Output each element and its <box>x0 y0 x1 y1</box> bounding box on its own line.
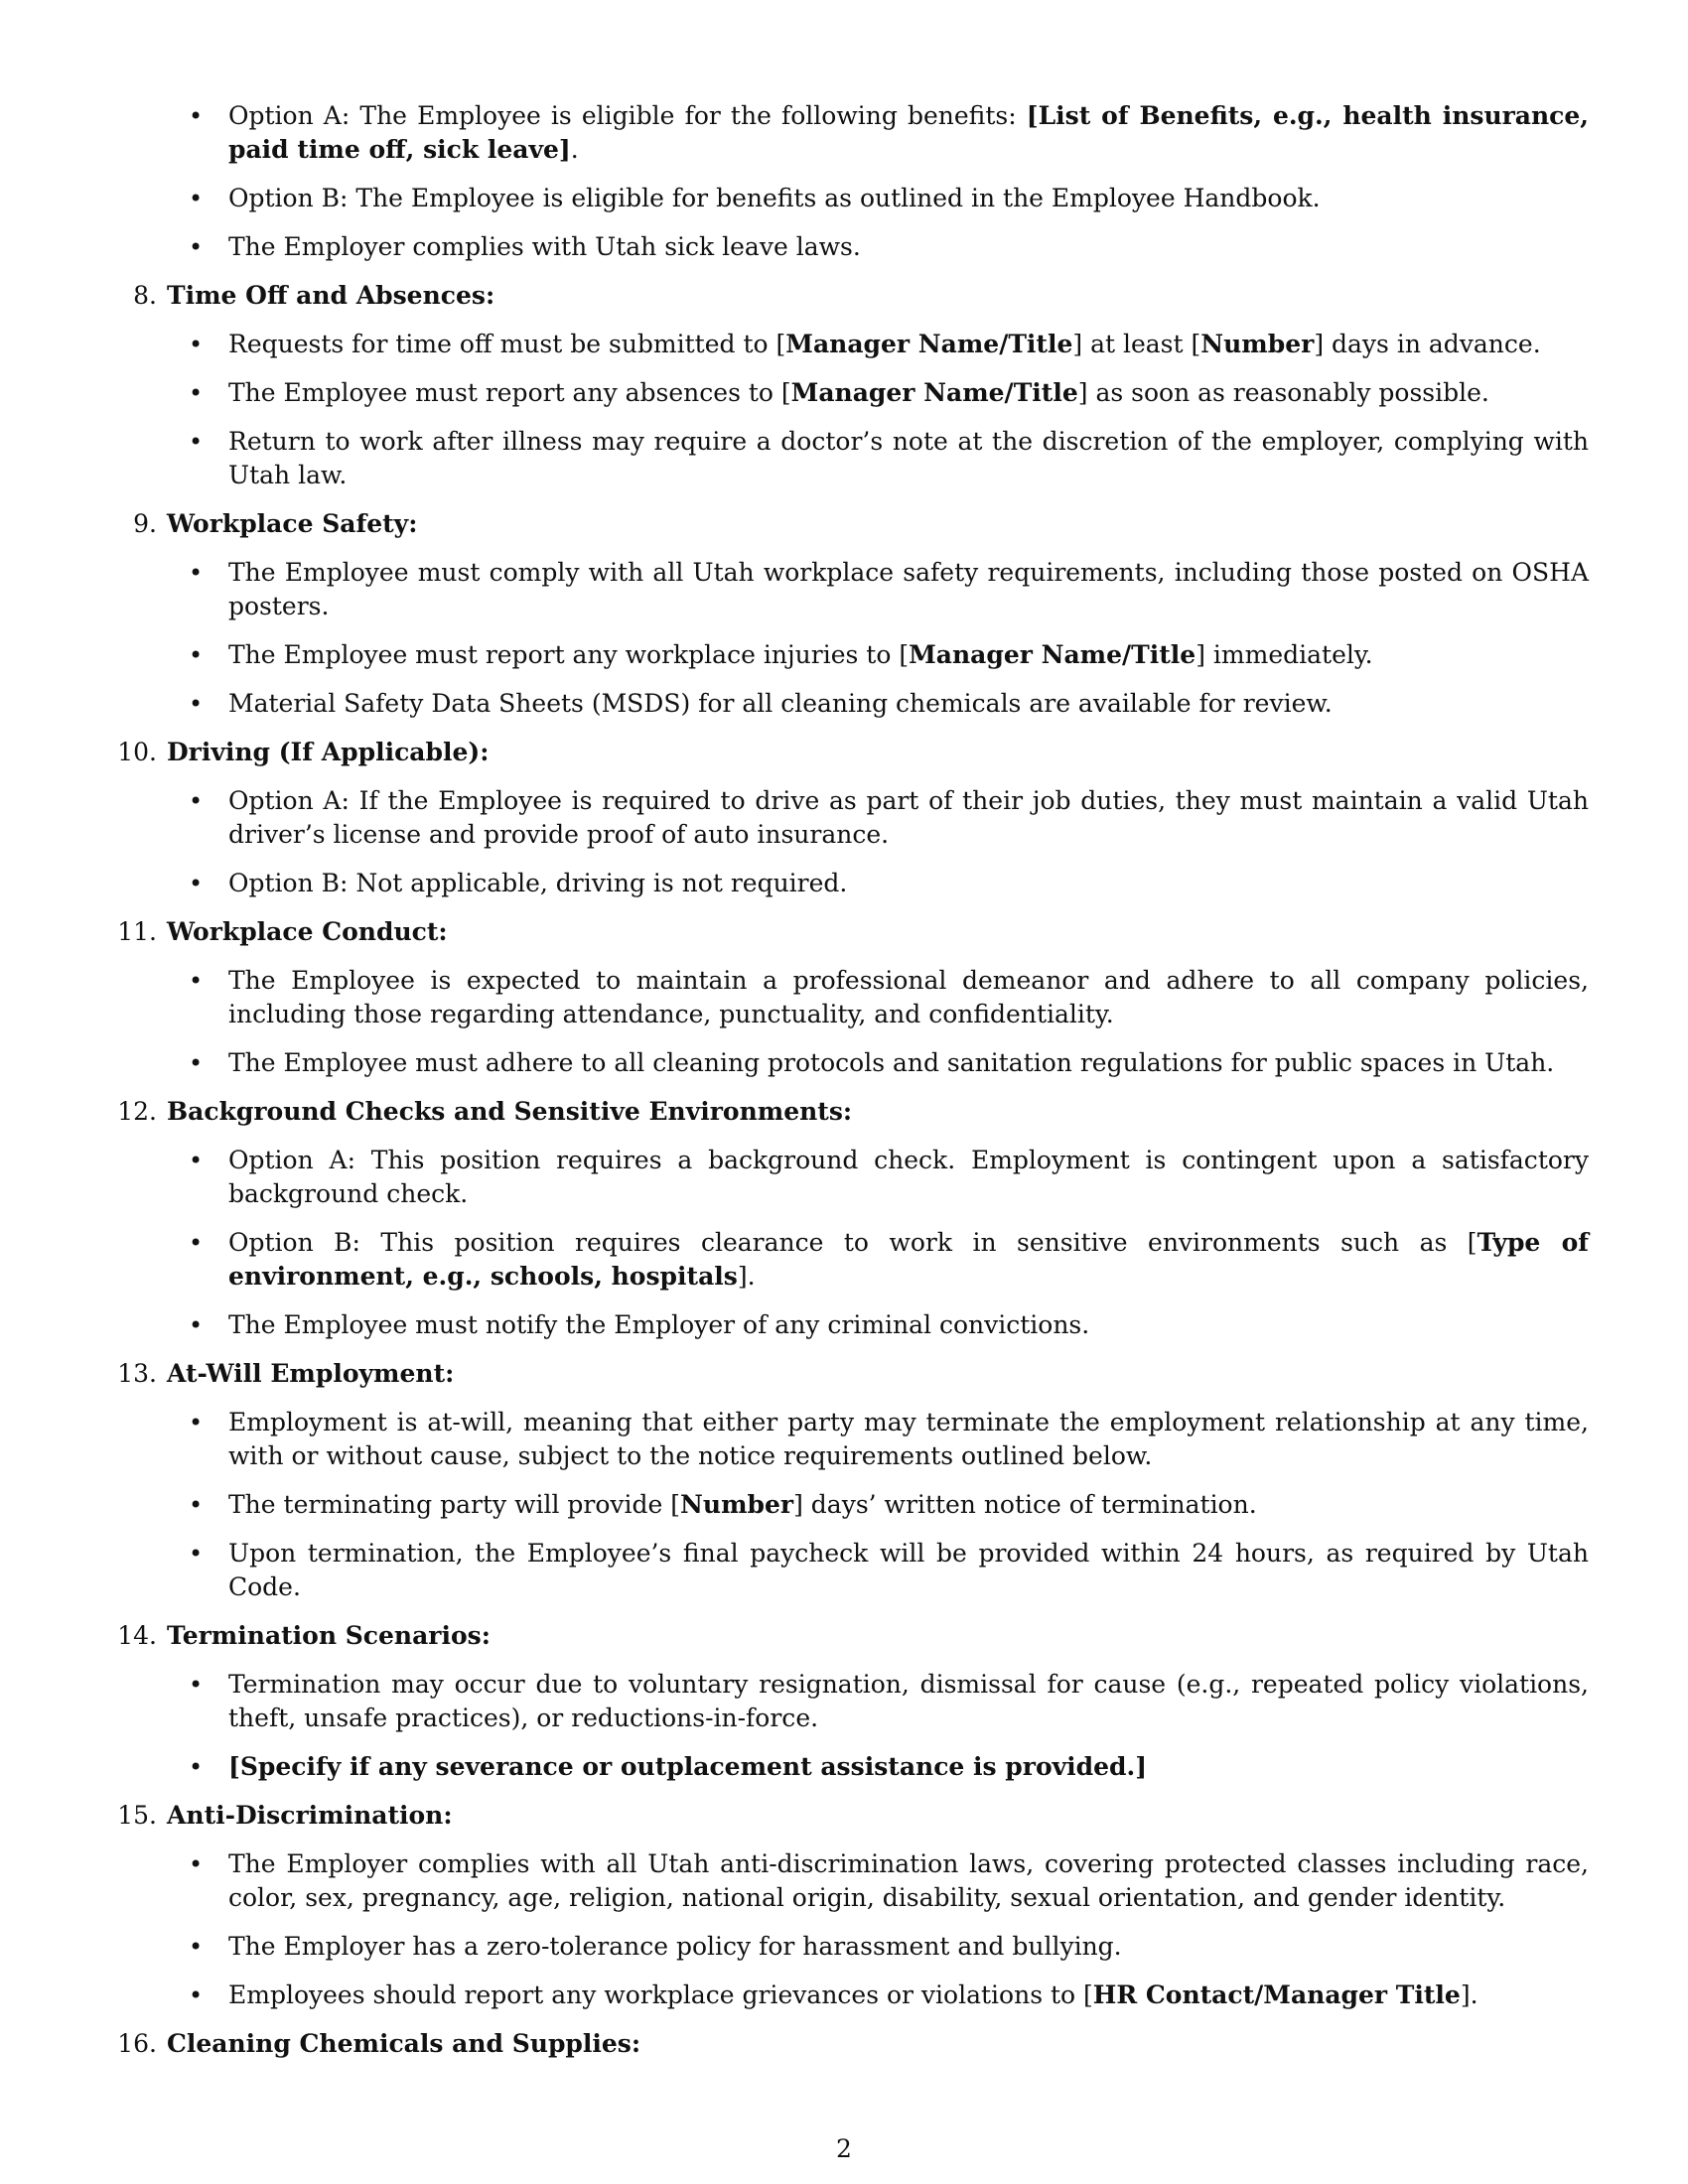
bullet-text: The Employer has a zero-tolerance policy for harassment and bullying. <box>228 1932 1122 1961</box>
section-bullet-list <box>167 1847 1589 2012</box>
section-bullet-list <box>167 964 1589 1080</box>
list-item <box>167 1406 1589 1473</box>
bullet-text: The Employee must comply with all Utah workplace safety requirements, including those posted on OSHA posters. <box>228 558 1589 620</box>
list-item <box>167 1226 1589 1294</box>
list-item <box>167 1668 1589 1735</box>
placeholder-field: Manager Name/Title <box>909 640 1196 669</box>
section-title: Workplace Safety: <box>167 509 418 538</box>
placeholder-field: Number <box>680 1490 794 1519</box>
section-heading <box>133 279 1589 313</box>
section <box>117 2027 1589 2061</box>
bullet-text: Upon termination, the Employee’s final paycheck will be provided within 24 hours, as required by Utah Code. <box>228 1539 1589 1601</box>
bullet-text: The Employee must notify the Employer of any criminal convictions. <box>228 1310 1090 1339</box>
section-title: Driving (If Applicable): <box>167 738 490 766</box>
bullet-text: The terminating party will provide [ <box>228 1490 681 1519</box>
placeholder-field: Number <box>1200 330 1315 358</box>
section-heading <box>117 1095 1589 1129</box>
section-heading <box>133 507 1589 541</box>
placeholder-field: Type of environment, e.g., schools, hospitals <box>228 1228 1589 1291</box>
bullet-text: ] at least [ <box>1072 330 1201 358</box>
bullet-text: Option B: The Employee is eligible for benefits as outlined in the Employee Handbook. <box>228 184 1321 212</box>
bullet-text: The Employer complies with all Utah anti-discrimination laws, covering protected classes including race, color, sex, pregnancy, age, religion, national origin, disability, sexual orientation, and gender identity. <box>228 1849 1589 1912</box>
bullet-text: ] days in advance. <box>1314 330 1541 358</box>
bullet-text: Option A: The Employee is eligible for the following benefits: <box>228 101 1027 130</box>
bullet-text: ] days’ written notice of termination. <box>793 1490 1257 1519</box>
section-bullet-list <box>167 1144 1589 1342</box>
section-number: 8. <box>133 281 157 310</box>
section-title: Anti-Discrimination: <box>167 1801 453 1830</box>
section-title: Cleaning Chemicals and Supplies: <box>167 2029 641 2058</box>
placeholder-field: [List of Benefits, e.g., health insurance, paid time off, sick leave] <box>228 101 1589 164</box>
list-item <box>167 328 1589 361</box>
section <box>117 1799 1589 2012</box>
bullet-text: Requests for time off must be submitted to [ <box>228 330 786 358</box>
page-content <box>117 99 1589 2076</box>
section <box>117 1095 1589 1342</box>
list-item <box>167 1488 1589 1522</box>
placeholder-field: HR Contact/Manager Title <box>1092 1980 1461 2009</box>
section-title: Background Checks and Sensitive Environments: <box>167 1097 853 1126</box>
bullet-text: The Employee must report any absences to [ <box>228 378 791 407</box>
section-bullet-list <box>167 1406 1589 1604</box>
page-number: 2 <box>836 2134 852 2163</box>
bullet-text: The Employee must report any workplace injuries to [ <box>228 640 910 669</box>
bullet-text: Option A: If the Employee is required to drive as part of their job duties, they must maintain a valid Utah driver’s license and provide proof of auto insurance. <box>228 786 1589 849</box>
section-heading <box>117 915 1589 949</box>
bullet-text: Material Safety Data Sheets (MSDS) for all cleaning chemicals are available for review. <box>228 689 1333 718</box>
section <box>117 1357 1589 1604</box>
list-item <box>167 425 1589 492</box>
section <box>133 507 1589 721</box>
numbered-sections <box>117 279 1589 2061</box>
section-number: 11. <box>117 917 157 946</box>
section-heading <box>117 736 1589 769</box>
bullet-text: The Employee must adhere to all cleaning protocols and sanitation regulations for public spaces in Utah. <box>228 1048 1555 1077</box>
section-number: 12. <box>117 1097 157 1126</box>
list-item <box>167 1046 1589 1080</box>
section-bullet-list <box>167 1668 1589 1784</box>
list-item <box>167 784 1589 852</box>
section-number: 13. <box>117 1359 157 1388</box>
list-item <box>167 687 1589 721</box>
list-item <box>167 1750 1589 1784</box>
bullet-text: Option B: Not applicable, driving is not required. <box>228 869 848 897</box>
list-item <box>167 230 1589 264</box>
bullet-text: Employment is at-will, meaning that either party may terminate the employment relationship at any time, with or without cause, subject to the notice requirements outlined below. <box>228 1408 1589 1470</box>
section-heading <box>117 1799 1589 1833</box>
section-bullet-list <box>167 328 1589 492</box>
section-heading <box>117 1619 1589 1653</box>
section-bullet-list <box>167 556 1589 721</box>
bullet-text: Termination may occur due to voluntary resignation, dismissal for cause (e.g., repeated policy violations, theft, unsafe practices), or reductions-in-force. <box>228 1670 1589 1732</box>
bullet-text: Return to work after illness may require a doctor’s note at the discretion of the employer, complying with Utah law. <box>228 427 1589 489</box>
bullet-text: The Employer complies with Utah sick leave laws. <box>228 232 861 261</box>
section-number: 15. <box>117 1801 157 1830</box>
bullet-text: Option B: This position requires clearance to work in sensitive environments such as [ <box>228 1228 1477 1257</box>
section-bullet-list <box>167 784 1589 900</box>
section-title: Time Off and Absences: <box>167 281 495 310</box>
section-number: 10. <box>117 738 157 766</box>
placeholder-field: Manager Name/Title <box>785 330 1073 358</box>
placeholder-field: Manager Name/Title <box>790 378 1078 407</box>
section <box>117 1619 1589 1784</box>
section-heading <box>117 2027 1589 2061</box>
bullet-text: ]. <box>737 1262 756 1291</box>
list-item <box>167 1930 1589 1964</box>
list-item <box>167 1979 1589 2012</box>
bullet-text: ] immediately. <box>1196 640 1373 669</box>
section <box>117 736 1589 900</box>
bullet-text: ] as soon as reasonably possible. <box>1077 378 1489 407</box>
placeholder-field: [Specify if any severance or outplacement assistance is provided.] <box>228 1752 1148 1781</box>
bullet-text: The Employee is expected to maintain a professional demeanor and adhere to all company policies, including those regarding attendance, punctuality, and confidentiality. <box>228 966 1589 1028</box>
list-item <box>167 182 1589 215</box>
section-number: 9. <box>133 509 157 538</box>
section-number: 14. <box>117 1621 157 1650</box>
list-item <box>167 376 1589 410</box>
section-title: At-Will Employment: <box>167 1359 455 1388</box>
list-item <box>167 964 1589 1031</box>
list-item <box>167 867 1589 900</box>
section-title: Workplace Conduct: <box>167 917 448 946</box>
section <box>133 279 1589 492</box>
bullet-text: . <box>570 135 579 164</box>
section-title: Termination Scenarios: <box>167 1621 491 1650</box>
benefits-bullet-list <box>167 99 1589 264</box>
bullet-text: Option A: This position requires a background check. Employment is contingent upon a satisfactory background check. <box>228 1146 1589 1208</box>
list-item <box>167 638 1589 672</box>
bullet-text: Employees should report any workplace grievances or violations to [ <box>228 1980 1093 2009</box>
list-item <box>167 1144 1589 1211</box>
section-number: 16. <box>117 2029 157 2058</box>
list-item <box>167 556 1589 623</box>
bullet-text: ]. <box>1460 1980 1478 2009</box>
list-item <box>167 1537 1589 1604</box>
list-item <box>167 99 1589 167</box>
section-heading <box>117 1357 1589 1391</box>
section <box>117 915 1589 1080</box>
list-item <box>167 1847 1589 1915</box>
list-item <box>167 1308 1589 1342</box>
